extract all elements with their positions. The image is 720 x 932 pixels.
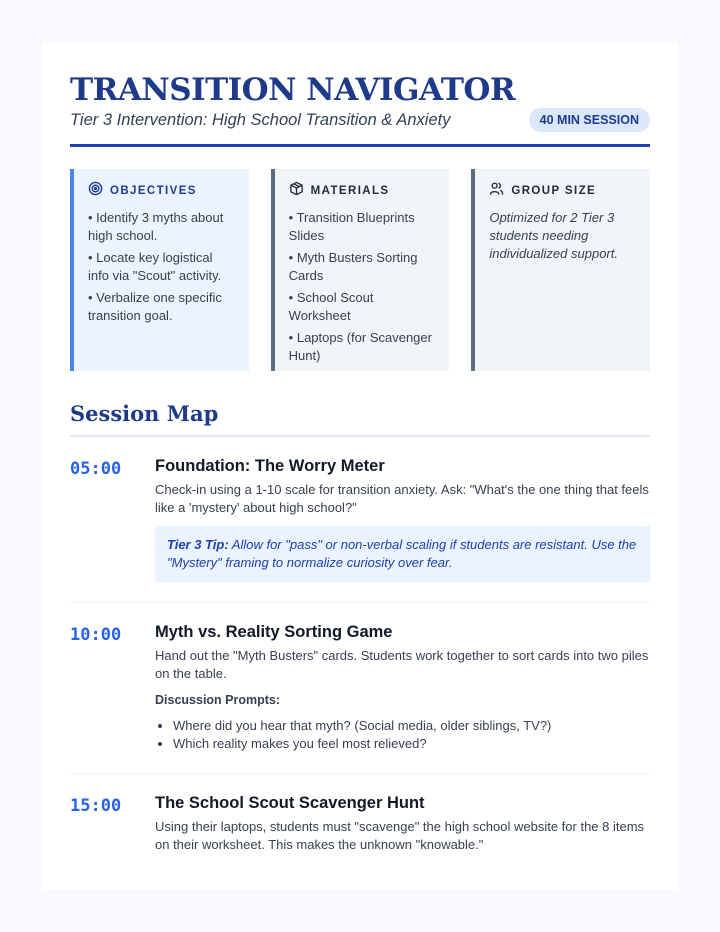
session-block-desc: Hand out the "Myth Busters" cards. Students work together to sort cards into two piles on the table. bbox=[155, 648, 649, 681]
header-divider bbox=[70, 144, 650, 147]
session-time: 05:00 bbox=[70, 459, 122, 479]
materials-title: MATERIALS bbox=[310, 185, 390, 197]
session-length-badge: 40 MIN SESSION bbox=[529, 108, 650, 132]
page-title: TRANSITION NAVIGATOR bbox=[70, 72, 516, 108]
session-block bbox=[70, 603, 650, 774]
objective-item: • Verbalize one specific transition goal. bbox=[88, 290, 222, 323]
discussion-prompts-label: Discussion Prompts: bbox=[155, 693, 281, 707]
session-content bbox=[155, 623, 650, 753]
subtitle-row bbox=[70, 108, 650, 132]
group-size-card bbox=[471, 169, 650, 371]
material-item: • Myth Busters Sorting Cards bbox=[288, 250, 418, 283]
users-icon bbox=[489, 181, 504, 201]
session-block bbox=[70, 437, 650, 603]
tip-text: Allow for "pass" or non-verbal scaling if students are resistant. Use the "Mystery" framing to normalize curiosity over fear. bbox=[167, 537, 637, 570]
session-time: 15:00 bbox=[70, 796, 122, 816]
target-icon bbox=[88, 181, 103, 201]
material-item: • Transition Blueprints Slides bbox=[288, 210, 415, 243]
session-block-desc: Check-in using a 1-10 scale for transition anxiety. Ask: "What's the one thing that feels like a 'mystery' about high school?" bbox=[155, 482, 649, 515]
objectives-title: OBJECTIVES bbox=[110, 185, 197, 197]
materials-card bbox=[271, 169, 450, 371]
group-size-title: GROUP SIZE bbox=[511, 185, 597, 197]
objectives-card bbox=[70, 169, 249, 371]
page bbox=[42, 42, 678, 890]
session-content bbox=[155, 794, 650, 854]
page-subtitle: Tier 3 Intervention: High School Transition & Anxiety bbox=[70, 110, 451, 129]
objectives-card-header bbox=[88, 181, 235, 201]
material-item: • Laptops (for Scavenger Hunt) bbox=[288, 330, 432, 363]
list-item: • Where did you hear that myth? (Social media, older siblings, TV?) bbox=[173, 717, 650, 735]
group-size-card-header bbox=[489, 181, 636, 201]
session-content bbox=[155, 457, 650, 582]
session-block-title: The School Scout Scavenger Hunt bbox=[155, 794, 425, 812]
material-item: • School Scout Worksheet bbox=[288, 290, 374, 323]
session-map-title: Session Map bbox=[70, 401, 650, 437]
materials-card-header bbox=[289, 181, 436, 201]
info-cards bbox=[70, 169, 650, 371]
group-size-note: Optimized for 2 Tier 3 students needing individualized support. bbox=[489, 210, 618, 261]
list-item: • Which reality makes you feel most relieved? bbox=[173, 735, 650, 753]
session-block bbox=[70, 774, 650, 854]
tip-label: Tier 3 Tip: bbox=[167, 537, 229, 552]
session-block-title: Foundation: The Worry Meter bbox=[155, 457, 385, 475]
objective-item: • Locate key logistical info via "Scout" activity. bbox=[88, 250, 222, 283]
discussion-prompts-list bbox=[155, 717, 650, 753]
session-block-desc: Using their laptops, students must "scavenge" the high school website for the 8 items on their worksheet. This makes the unknown "knowable." bbox=[155, 819, 645, 852]
session-block-title: Myth vs. Reality Sorting Game bbox=[155, 623, 393, 641]
box-icon bbox=[289, 181, 304, 201]
tier3-tip bbox=[155, 526, 650, 582]
objective-item: • Identify 3 myths about high school. bbox=[88, 210, 224, 243]
session-time: 10:00 bbox=[70, 625, 122, 645]
